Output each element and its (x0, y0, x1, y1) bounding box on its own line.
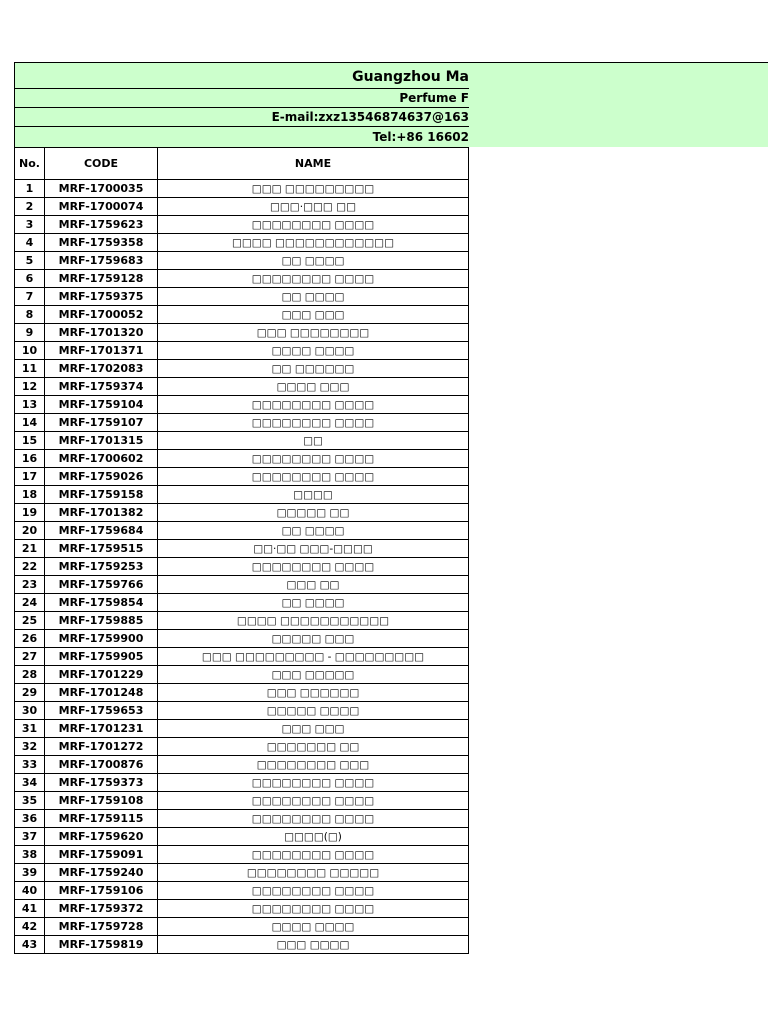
cell-code: MRF-1759108 (45, 792, 158, 810)
cell-name: □□□□□ □□□□ (158, 702, 469, 720)
cell-no: 41 (15, 900, 45, 918)
cell-code: MRF-1759728 (45, 918, 158, 936)
table-row (15, 216, 469, 234)
cell-name: □□□ □□□□□□ (158, 684, 469, 702)
cell-no: 39 (15, 864, 45, 882)
cell-code: MRF-1701315 (45, 432, 158, 450)
table-row (15, 720, 469, 738)
table-row (15, 864, 469, 882)
cell-code: MRF-1700052 (45, 306, 158, 324)
cell-code: MRF-1759683 (45, 252, 158, 270)
cell-code: MRF-1759375 (45, 288, 158, 306)
cell-name: □□□ □□□□ (158, 936, 469, 954)
table-row (15, 288, 469, 306)
column-header-no: No. (15, 148, 45, 180)
table-row (15, 846, 469, 864)
cell-code: MRF-1700074 (45, 198, 158, 216)
cell-name: □□□ □□□□□□□□□ (158, 180, 469, 198)
cell-code: MRF-1759358 (45, 234, 158, 252)
cell-no: 5 (15, 252, 45, 270)
cell-no: 25 (15, 612, 45, 630)
cell-name: □□□□□□□□ □□□□ (158, 774, 469, 792)
cell-name: □□□□□□□□ □□□□ (158, 270, 469, 288)
cell-code: MRF-1759653 (45, 702, 158, 720)
cell-no: 22 (15, 558, 45, 576)
table-row (15, 558, 469, 576)
cell-code: MRF-1701229 (45, 666, 158, 684)
table-row (15, 198, 469, 216)
cell-no: 20 (15, 522, 45, 540)
table-row (15, 882, 469, 900)
cell-no: 7 (15, 288, 45, 306)
cell-no: 18 (15, 486, 45, 504)
table-row (15, 414, 469, 432)
cell-code: MRF-1759819 (45, 936, 158, 954)
cell-name: □□□□□□□□ □□□□ (158, 216, 469, 234)
table-row (15, 666, 469, 684)
cell-no: 30 (15, 702, 45, 720)
table-row (15, 378, 469, 396)
cell-code: MRF-1759766 (45, 576, 158, 594)
table-row (15, 504, 469, 522)
cell-name: □□□□□□□□ □□□□ (158, 792, 469, 810)
cell-name: □□□□□□□ □□ (158, 738, 469, 756)
table-row (15, 468, 469, 486)
cell-code: MRF-1759107 (45, 414, 158, 432)
table-row (15, 450, 469, 468)
cell-code: MRF-1700035 (45, 180, 158, 198)
cell-code: MRF-1759026 (45, 468, 158, 486)
table-row (15, 396, 469, 414)
cell-name: □□□□□□□□ □□□□ (158, 900, 469, 918)
cell-code: MRF-1701371 (45, 342, 158, 360)
cell-no: 28 (15, 666, 45, 684)
cell-code: MRF-1759158 (45, 486, 158, 504)
cell-code: MRF-1701272 (45, 738, 158, 756)
table-header-row (15, 148, 469, 180)
cell-no: 32 (15, 738, 45, 756)
cell-name: □□□ □□□□□ (158, 666, 469, 684)
cell-code: MRF-1759623 (45, 216, 158, 234)
cell-code: MRF-1759854 (45, 594, 158, 612)
table-row (15, 918, 469, 936)
table-row (15, 900, 469, 918)
cell-no: 37 (15, 828, 45, 846)
table-row (15, 342, 469, 360)
cell-code: MRF-1759240 (45, 864, 158, 882)
cell-code: MRF-1701320 (45, 324, 158, 342)
cell-name: □□□□(□) (158, 828, 469, 846)
cell-code: MRF-1759115 (45, 810, 158, 828)
table-row (15, 648, 469, 666)
cell-code: MRF-1701248 (45, 684, 158, 702)
cell-name: □□□□□ □□ (158, 504, 469, 522)
cell-name: □□□□□□□□ □□□□ (158, 846, 469, 864)
cell-no: 9 (15, 324, 45, 342)
table-row (15, 432, 469, 450)
cell-no: 16 (15, 450, 45, 468)
cell-no: 26 (15, 630, 45, 648)
cell-no: 3 (15, 216, 45, 234)
table-row (15, 522, 469, 540)
table-row (15, 576, 469, 594)
cell-no: 6 (15, 270, 45, 288)
cell-name: □□□□ □□□□ (158, 342, 469, 360)
cell-name: □□□□□□□□ □□□□ (158, 450, 469, 468)
table-row (15, 180, 469, 198)
table-row (15, 774, 469, 792)
cell-name: □□□□ □□□ (158, 378, 469, 396)
cell-name: □□ □□□□ (158, 288, 469, 306)
cell-code: MRF-1759253 (45, 558, 158, 576)
cell-no: 38 (15, 846, 45, 864)
cell-name: □□□□□□□□ □□□□□ (158, 864, 469, 882)
cell-code: MRF-1759885 (45, 612, 158, 630)
cell-name: □□ □□□□ (158, 594, 469, 612)
cell-code: MRF-1759515 (45, 540, 158, 558)
cell-code: MRF-1759900 (45, 630, 158, 648)
cell-no: 31 (15, 720, 45, 738)
cell-name: □□□□□□□□ □□□□ (158, 810, 469, 828)
table-row (15, 252, 469, 270)
cell-name: □□□ □□□ (158, 720, 469, 738)
cell-no: 36 (15, 810, 45, 828)
table-row (15, 234, 469, 252)
table-row (15, 630, 469, 648)
cell-code: MRF-1702083 (45, 360, 158, 378)
cell-code: MRF-1700602 (45, 450, 158, 468)
company-title: Guangzhou Ma (352, 69, 469, 85)
cell-name: □□□□ (158, 486, 469, 504)
cell-no: 40 (15, 882, 45, 900)
cell-name: □□□□□□□□ □□□□ (158, 396, 469, 414)
cell-no: 14 (15, 414, 45, 432)
cell-name: □□□□□□□□ □□□□ (158, 882, 469, 900)
cell-no: 4 (15, 234, 45, 252)
cell-name: □□□□□□□□ □□□ (158, 756, 469, 774)
cell-no: 29 (15, 684, 45, 702)
table-row (15, 810, 469, 828)
table-row (15, 360, 469, 378)
tel-line: Tel:+86 16602 (372, 130, 469, 144)
cell-no: 15 (15, 432, 45, 450)
subtitle: Perfume F (399, 91, 469, 105)
column-header-name: NAME (158, 148, 469, 180)
table-row (15, 324, 469, 342)
cell-code: MRF-1759373 (45, 774, 158, 792)
cell-no: 27 (15, 648, 45, 666)
cell-no: 42 (15, 918, 45, 936)
cell-name: □□·□□ □□□-□□□□ (158, 540, 469, 558)
product-table (14, 147, 469, 954)
table-row (15, 756, 469, 774)
cell-no: 1 (15, 180, 45, 198)
cell-name: □□□□□□□□ □□□□ (158, 468, 469, 486)
cell-code: MRF-1759374 (45, 378, 158, 396)
cell-name: □□ (158, 432, 469, 450)
column-header-code: CODE (45, 148, 158, 180)
cell-no: 21 (15, 540, 45, 558)
cell-no: 24 (15, 594, 45, 612)
cell-name: □□□ □□□□□□□□□ - □□□□□□□□□ (158, 648, 469, 666)
cell-code: MRF-1759905 (45, 648, 158, 666)
cell-name: □□□ □□□□□□□□ (158, 324, 469, 342)
table-row (15, 738, 469, 756)
cell-no: 34 (15, 774, 45, 792)
cell-name: □□ □□□□ (158, 522, 469, 540)
table-row (15, 540, 469, 558)
cell-no: 17 (15, 468, 45, 486)
cell-name: □□□□□ □□□ (158, 630, 469, 648)
table-row (15, 792, 469, 810)
table-row (15, 612, 469, 630)
cell-no: 23 (15, 576, 45, 594)
cell-no: 19 (15, 504, 45, 522)
header-banner (14, 62, 768, 147)
table-row (15, 684, 469, 702)
cell-code: MRF-1759091 (45, 846, 158, 864)
table-row (15, 306, 469, 324)
cell-code: MRF-1700876 (45, 756, 158, 774)
cell-code: MRF-1759684 (45, 522, 158, 540)
table-row (15, 270, 469, 288)
cell-code: MRF-1759106 (45, 882, 158, 900)
cell-name: □□□□ □□□□ (158, 918, 469, 936)
cell-no: 35 (15, 792, 45, 810)
cell-no: 2 (15, 198, 45, 216)
table-row (15, 594, 469, 612)
cell-code: MRF-1701382 (45, 504, 158, 522)
cell-code: MRF-1759372 (45, 900, 158, 918)
cell-name: □□□ □□ (158, 576, 469, 594)
cell-no: 11 (15, 360, 45, 378)
spreadsheet (14, 62, 768, 954)
cell-code: MRF-1759128 (45, 270, 158, 288)
cell-name: □□□□ □□□□□□□□□□□□ (158, 234, 469, 252)
cell-no: 8 (15, 306, 45, 324)
table-row (15, 936, 469, 954)
cell-no: 13 (15, 396, 45, 414)
cell-name: □□□□ □□□□□□□□□□□ (158, 612, 469, 630)
table-row (15, 702, 469, 720)
cell-no: 12 (15, 378, 45, 396)
cell-name: □□□ □□□ (158, 306, 469, 324)
cell-code: MRF-1759620 (45, 828, 158, 846)
cell-no: 33 (15, 756, 45, 774)
cell-code: MRF-1701231 (45, 720, 158, 738)
email-line: E-mail:zxz13546874637@163 (271, 110, 469, 124)
cell-name: □□□·□□□ □□ (158, 198, 469, 216)
cell-name: □□□□□□□□ □□□□ (158, 558, 469, 576)
cell-code: MRF-1759104 (45, 396, 158, 414)
cell-no: 10 (15, 342, 45, 360)
table-row (15, 828, 469, 846)
cell-no: 43 (15, 936, 45, 954)
cell-name: □□ □□□□ (158, 252, 469, 270)
cell-name: □□ □□□□□□ (158, 360, 469, 378)
table-row (15, 486, 469, 504)
cell-name: □□□□□□□□ □□□□ (158, 414, 469, 432)
